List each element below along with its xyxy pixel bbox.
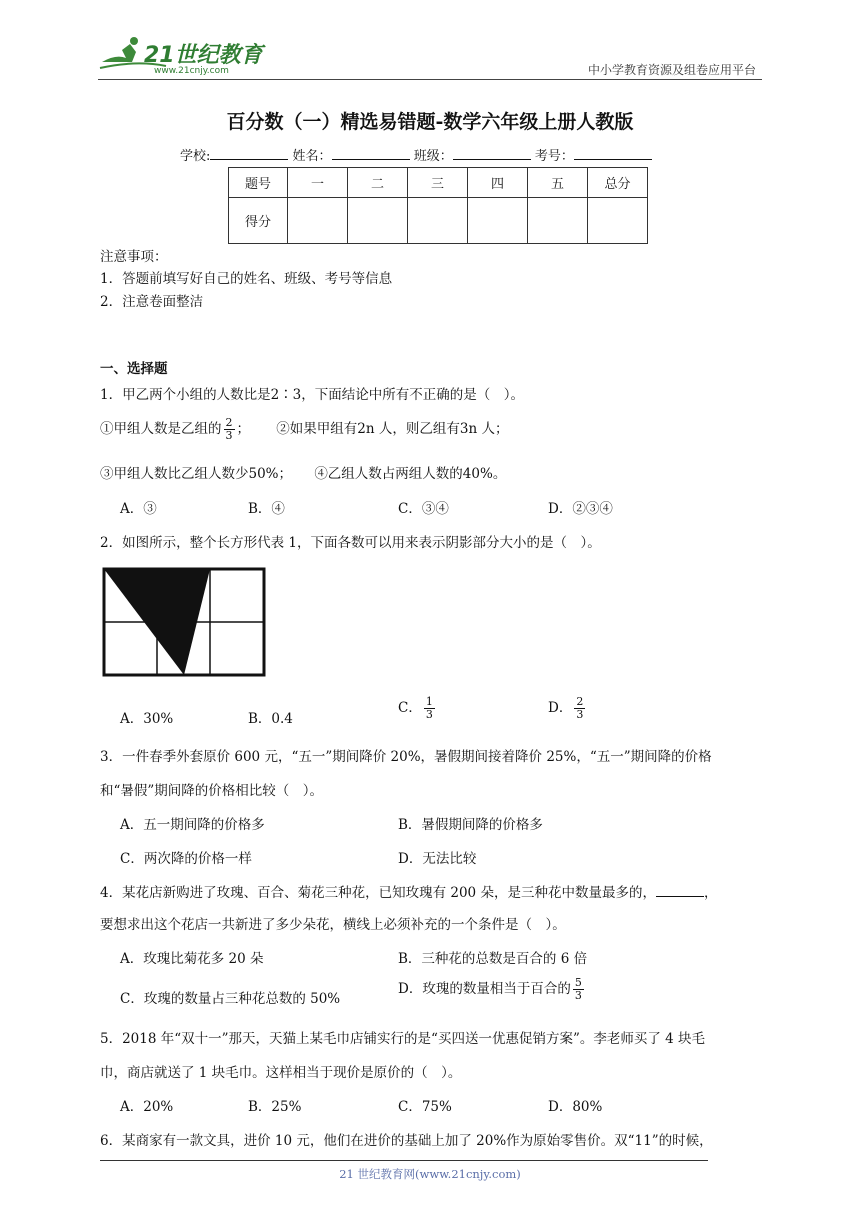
q1-s2: ②如果甲组有2n 人，则乙组有3n 人；: [276, 421, 509, 437]
name-label: 姓名：: [292, 149, 332, 164]
exam-no-blank[interactable]: [574, 147, 652, 160]
header-divider: [98, 79, 762, 80]
score-cell[interactable]: [468, 198, 528, 244]
score-header-cell: 五: [528, 168, 588, 198]
q2-option-a[interactable]: A．30%: [120, 711, 174, 727]
fraction: $\frac{1}{3}$: [425, 695, 433, 721]
score-row-label: 得分: [229, 198, 288, 244]
q1-s4: ④乙组人数占两组人数的40%。: [314, 466, 507, 482]
q1-s1: ①甲组人数是乙组的: [100, 421, 222, 437]
logo-url: www.21cnjy.com: [154, 66, 229, 76]
q4-option-a[interactable]: A．玫瑰比菊花多 20 朵: [120, 951, 264, 967]
page-title: 百分数（一）精选易错题-数学六年级上册人教版: [226, 111, 634, 133]
q1-s3: ③甲组人数比乙组人数少50%；: [100, 466, 293, 482]
q1-statements-a: ①甲组人数是乙组的 $\frac{2}{3}$ ； ②如果甲组有2n 人，则乙组有3n 人；: [100, 416, 509, 442]
q5-option-c[interactable]: C．75%: [398, 1099, 452, 1115]
q1-stem: 1．甲乙两个小组的人数比是2∶3，下面结论中所有不正确的是（ ）。: [100, 387, 525, 403]
name-blank[interactable]: [332, 147, 410, 160]
q2-stem: 2．如图所示，整个长方形代表 1，下面各数可以用来表示阴影部分大小的是（ ）。: [100, 535, 601, 551]
q1-option-c[interactable]: C．③④: [398, 501, 449, 517]
svg-text:21世纪教育: 21世纪教育: [144, 43, 263, 68]
school-label: 学校:: [180, 149, 211, 164]
score-cell[interactable]: [288, 198, 348, 244]
fraction: $\frac{2}{3}$: [225, 416, 233, 442]
q1-option-b[interactable]: B．④: [248, 501, 285, 517]
shaded-rectangle-figure: [102, 567, 266, 681]
student-info-line: [180, 145, 652, 164]
footer-text: 21 世纪教育网(www.21cnjy.com): [339, 1167, 521, 1181]
q6-stem-line1: 6．某商家有一款文具，进价 10 元，他们在进价的基础上加了 20%作为原始零售价。双“11”的时候，: [100, 1133, 713, 1149]
score-header-cell: 一: [288, 168, 348, 198]
score-header-cell: 题号: [229, 168, 288, 198]
site-logo: [96, 32, 266, 78]
notes-title: 注意事项：: [100, 249, 168, 265]
q3-option-d[interactable]: D．无法比较: [398, 851, 477, 867]
q5-option-d[interactable]: D．80%: [548, 1099, 603, 1115]
note-item: 2．注意卷面整洁: [100, 294, 204, 310]
score-header-cell: 总分: [588, 168, 648, 198]
score-cell[interactable]: [528, 198, 588, 244]
class-blank[interactable]: [453, 147, 531, 160]
score-header-cell: 四: [468, 168, 528, 198]
q3-option-c[interactable]: C．两次降的价格一样: [120, 851, 252, 867]
q1-option-a[interactable]: A．③: [120, 501, 157, 517]
score-table: [228, 167, 648, 244]
q2-option-b[interactable]: B．0.4: [248, 711, 293, 727]
q3-option-b[interactable]: B．暑假期间降的价格多: [398, 817, 543, 833]
q4-stem-line2: 要想求出这个花店一共新进了多少朵花，横线上必须补充的一个条件是（ ）。: [100, 917, 566, 933]
q5-option-b[interactable]: B．25%: [248, 1099, 302, 1115]
footer-divider: [100, 1160, 708, 1161]
section-heading: 一、选择题: [100, 361, 168, 377]
q1-option-d[interactable]: D．②③④: [548, 501, 613, 517]
score-cell[interactable]: [588, 198, 648, 244]
q3-stem-line1: 3．一件春季外套原价 600 元，“五一”期间降价 20%，暑假期间接着降价 25%，“五一”期间降的价格: [100, 749, 712, 765]
q5-option-a[interactable]: A．20%: [120, 1099, 174, 1115]
school-blank[interactable]: [210, 147, 288, 160]
q5-stem-line1: 5．2018 年“双十一”那天，天猫上某毛巾店铺实行的是“买四送一优惠促销方案”。李老师买了 4 块毛: [100, 1031, 706, 1047]
q4-option-b[interactable]: B．三种花的总数是百合的 6 倍: [398, 951, 588, 967]
q4-answer-blank[interactable]: [656, 885, 704, 897]
q4-option-c[interactable]: C．玫瑰的数量占三种花总数的 50%: [120, 991, 341, 1007]
q4-stem-line1: 4．某花店新购进了玫瑰、百合、菊花三种花，已知玫瑰有 200 朵，是三种花中数量最多的， ，: [100, 885, 718, 901]
q3-option-a[interactable]: A．五一期间降的价格多: [120, 817, 265, 833]
q1-statements-b: [100, 462, 506, 482]
fraction: $\frac{5}{3}$: [574, 976, 582, 1002]
class-label: 班级：: [413, 149, 453, 164]
score-header-cell: 三: [408, 168, 468, 198]
q4-option-d[interactable]: D．玫瑰的数量相当于百合的 $\frac{5}{3}$: [398, 976, 582, 1002]
q2-option-c[interactable]: C． $\frac{1}{3}$: [398, 695, 433, 721]
score-header-cell: 二: [348, 168, 408, 198]
score-cell[interactable]: [408, 198, 468, 244]
header-platform-text: 中小学教育资源及组卷应用平台: [587, 63, 756, 77]
score-cell[interactable]: [348, 198, 408, 244]
note-item: 1．答题前填写好自己的姓名、班级、考号等信息: [100, 271, 393, 287]
exam-no-label: 考号：: [534, 149, 574, 164]
q3-stem-line2: 和“暑假”期间降的价格相比较（ ）。: [100, 783, 324, 799]
q2-option-d[interactable]: D． $\frac{2}{3}$: [548, 695, 584, 721]
q5-stem-line2: 巾，商店就送了 1 块毛巾。这样相当于现价是原价的（ ）。: [100, 1065, 462, 1081]
fraction: $\frac{2}{3}$: [576, 695, 584, 721]
